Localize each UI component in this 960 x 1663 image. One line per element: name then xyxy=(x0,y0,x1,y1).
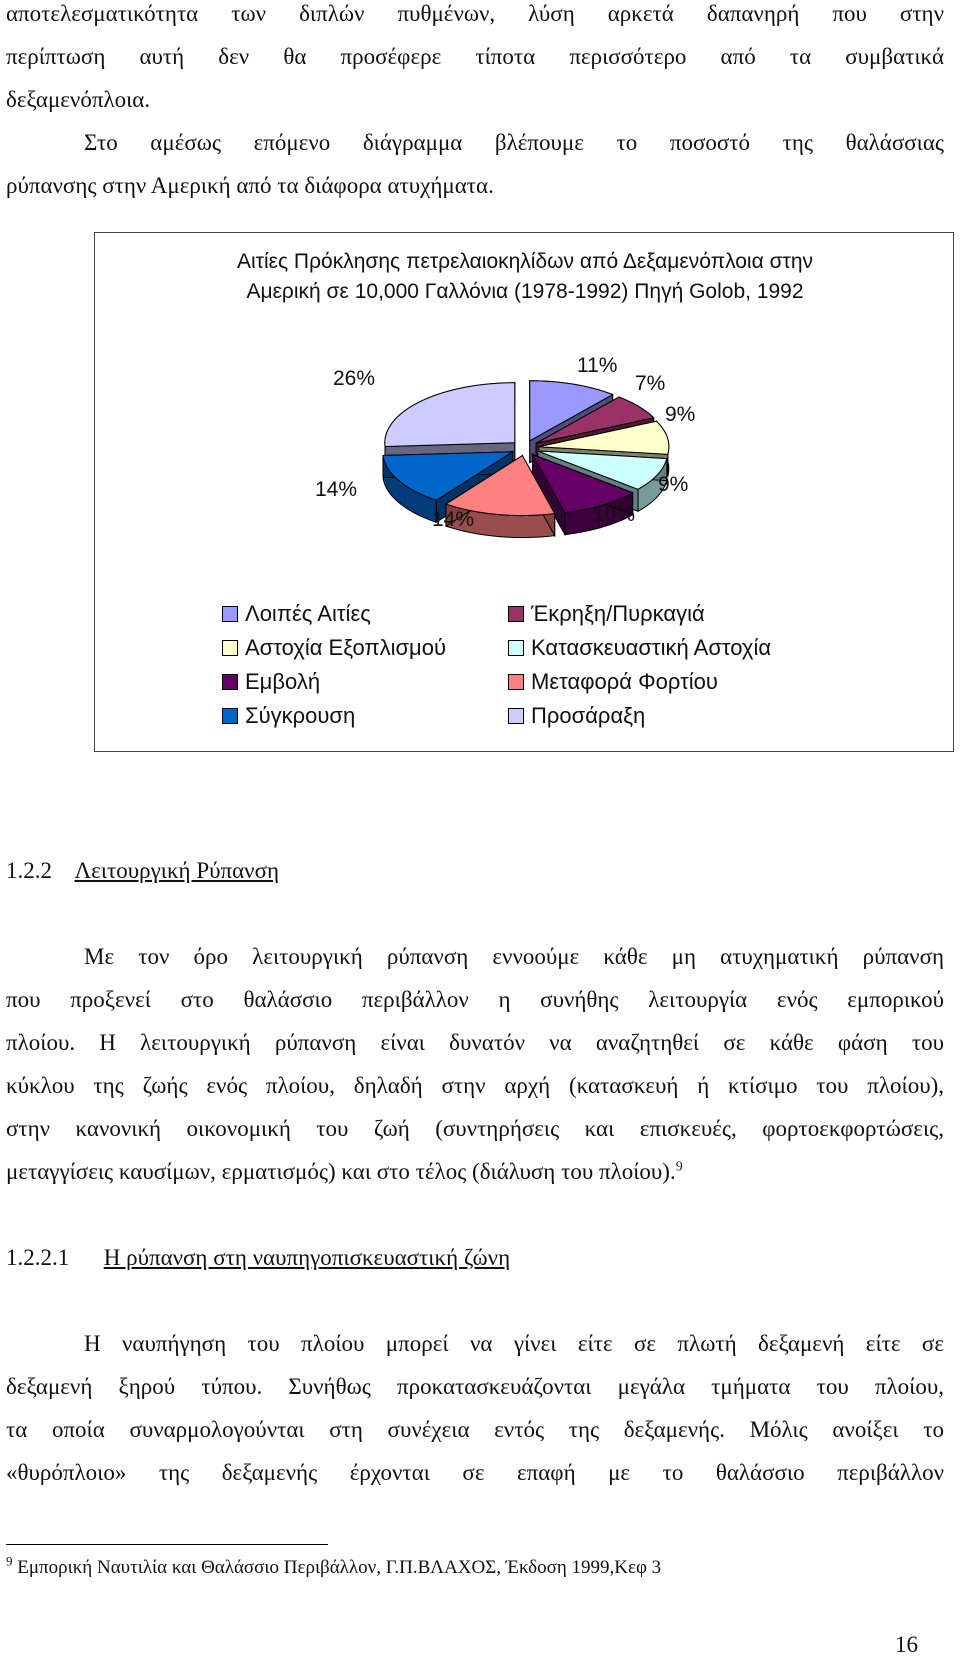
pie-chart xyxy=(94,232,954,752)
legend-item xyxy=(508,703,645,729)
pie-data-label: 9% xyxy=(665,403,696,426)
body-text-line: πλοίου. Η λειτουργική ρύπανση είναι δυνατόν να αναζητηθεί σε κάθε φάση του xyxy=(6,1030,944,1055)
legend-item xyxy=(508,635,771,661)
legend-label: Σύγκρουση xyxy=(245,703,356,728)
legend-item xyxy=(508,669,718,695)
legend-label: Εμβολή xyxy=(245,669,321,694)
body-text-line: κύκλου της ζωής ενός πλοίου, δηλαδή στην αρχή (κατασκευή ή κτίσιμο του πλοίου), xyxy=(6,1073,944,1098)
legend-swatch xyxy=(222,674,238,690)
footnote xyxy=(6,1554,661,1582)
page-number: 16 xyxy=(895,1632,918,1657)
legend-label: Αστοχία Εξοπλισμού xyxy=(245,635,446,660)
legend-swatch xyxy=(222,708,238,724)
footnote-marker: 9 xyxy=(6,1553,13,1569)
section-title: Λειτουργική Ρύπανση xyxy=(74,858,280,883)
pie-data-label: 11% xyxy=(577,354,618,377)
legend-label: Έκρηξη/Πυρκαγιά xyxy=(531,601,705,626)
chart-title-line1: Αιτίες Πρόκλησης πετρελαιοκηλίδων από Δεξαμενόπλοια στην xyxy=(236,250,814,273)
body-text-line: περίπτωση αυτή δεν θα προσέφερε τίποτα περισσότερο από τα συμβατικά xyxy=(6,44,944,69)
legend-label: Προσάραξη xyxy=(531,703,646,728)
pie-data-label: 14% xyxy=(315,478,358,501)
body-text-line: «θυρόπλοιο» της δεξαμενής έρχονται σε επαφή με το θαλάσσιο περιβάλλον xyxy=(6,1460,944,1485)
pie-data-label: 14% xyxy=(432,508,475,531)
legend-item xyxy=(222,601,371,627)
chart-legend xyxy=(222,601,852,733)
body-text: μεταγγίσεις καυσίμων, ερματισμός) και στο τέλος (διάλυση του πλοίου). xyxy=(6,1159,676,1184)
section-number: 1.2.2 xyxy=(6,858,52,883)
footnote-reference[interactable]: 9 xyxy=(675,1159,683,1175)
body-text-line: ρύπανσης στην Αμερική από τα διάφορα ατυχήματα. xyxy=(6,173,494,198)
legend-item xyxy=(222,669,320,695)
pie-data-label: 26% xyxy=(333,367,376,390)
section-number: 1.2.2.1 xyxy=(6,1245,70,1270)
legend-item xyxy=(508,601,705,627)
body-text-line: που προξενεί στο θαλάσσιο περιβάλλον η συνήθης λειτουργία ενός εμπορικού xyxy=(6,987,944,1012)
pie-data-label: 7% xyxy=(635,372,666,395)
legend-swatch xyxy=(508,606,524,622)
section-title: Η ρύπανση στη ναυπηγοπισκευαστική ζώνη xyxy=(103,1245,511,1270)
body-text-line: Με τον όρο λειτουργική ρύπανση εννοούμε κάθε μη ατυχηματική ρύπανση xyxy=(84,944,944,969)
footnote-separator xyxy=(6,1544,328,1545)
body-text-line: στην κανονική οικονομική του ζωή (συντηρήσεις και επισκευές, φορτοεκφορτώσεις, xyxy=(6,1116,944,1141)
legend-item xyxy=(222,635,446,661)
body-text-line: αποτελεσματικότητα των διπλών πυθμένων, λύση αρκετά δαπανηρή που στην xyxy=(6,1,944,26)
legend-swatch xyxy=(508,640,524,656)
section-heading xyxy=(6,857,279,885)
legend-swatch xyxy=(508,708,524,724)
pie-data-label: 10% xyxy=(593,503,636,526)
section-heading xyxy=(6,1244,510,1272)
body-text-line xyxy=(6,1158,683,1186)
legend-swatch xyxy=(222,640,238,656)
body-text-line: Η ναυπήγηση του πλοίου μπορεί να γίνει είτε σε πλωτή δεξαμενή είτε σε xyxy=(84,1331,944,1356)
body-text-line: τα οποία συναρμολογούνται στη συνέχεια εντός της δεξαμενής. Μόλις ανοίξει το xyxy=(6,1417,944,1442)
body-text-line: Στο αμέσως επόμενο διάγραμμα βλέπουμε το ποσοστό της θαλάσσιας xyxy=(84,130,944,155)
legend-label: Μεταφορά Φορτίου xyxy=(531,669,718,694)
body-text-line: δεξαμενή ξηρού τύπου. Συνήθως προκατασκευάζονται μεγάλα τμήματα του πλοίου, xyxy=(6,1374,944,1399)
chart-title-line2: Αμερική σε 10,000 Γαλλόνια (1978-1992) Πηγή Golob, 1992 xyxy=(246,280,804,303)
legend-label: Λοιπές Αιτίες xyxy=(245,601,371,626)
legend-swatch xyxy=(222,606,238,622)
legend-swatch xyxy=(508,674,524,690)
footnote-text: Εμπορική Ναυτιλία και Θαλάσσιο Περιβάλλον, Γ.Π.ΒΛΑΧΟΣ, Έκδοση 1999,Κεφ 3 xyxy=(17,1557,662,1578)
body-text-line: δεξαμενόπλοια. xyxy=(6,87,151,112)
legend-item xyxy=(222,703,355,729)
pie-data-label: 9% xyxy=(658,473,689,496)
legend-label: Κατασκευαστική Αστοχία xyxy=(531,635,772,660)
